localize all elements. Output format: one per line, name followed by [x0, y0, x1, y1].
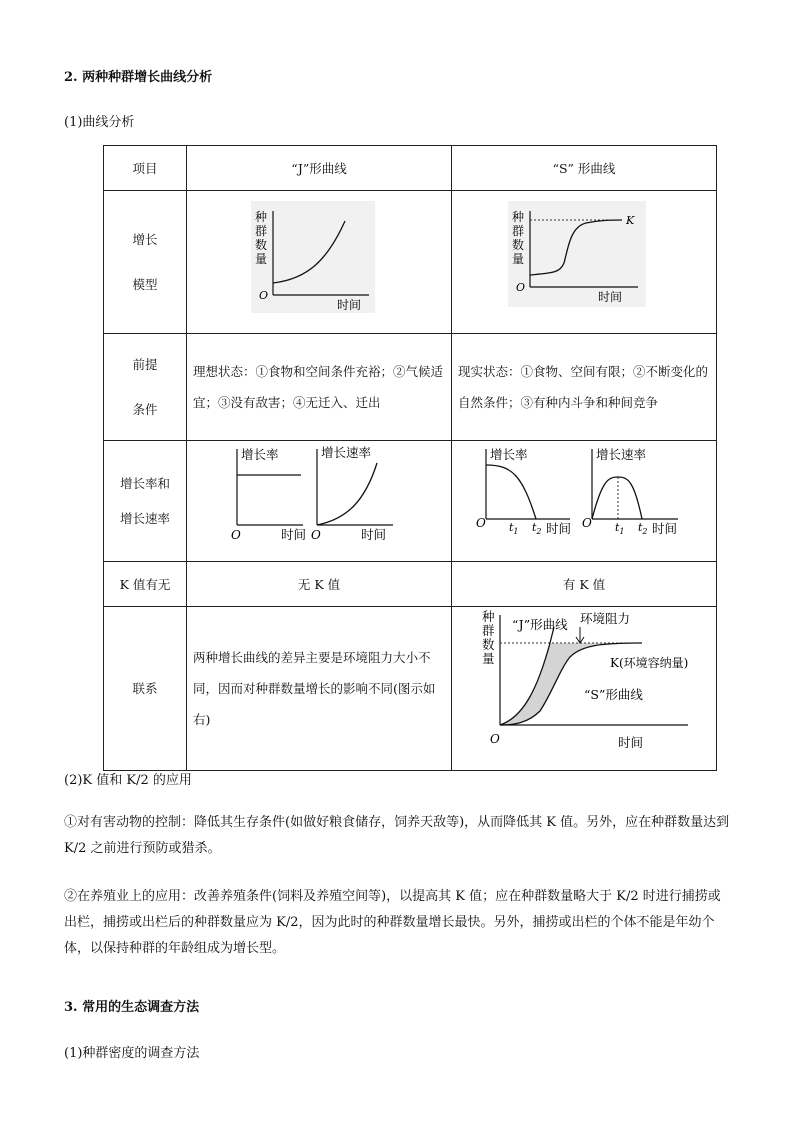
paragraph-pest-control: ①对有害动物的控制：降低其生存条件(如做好粮食储存，饲养天敌等)，从而降低其 K 值。另外，应在种群数量达到 K/2 之前进行预防或猎杀。 — [64, 815, 730, 856]
j-curve-label: “J”形曲线 — [512, 617, 568, 632]
t2-label: $t_2$ — [638, 521, 648, 536]
j-premise-text: 理想状态：①食物和空间条件充裕；②气候适宜；③没有敌害；④无迁入、迁出 — [187, 334, 452, 441]
y-label-char: 数 — [255, 238, 268, 252]
x-axis-label: 时间 — [652, 521, 678, 536]
origin-label: O — [311, 528, 321, 542]
y-label-char: 种 — [512, 210, 525, 224]
row-growth-rate — [104, 441, 717, 562]
t1-label: $t_1$ — [615, 521, 625, 536]
row-label-relation: 联系 — [104, 607, 187, 771]
x-axis-label: 时间 — [546, 521, 572, 536]
y-label-char: 群 — [255, 224, 268, 238]
s-rate-graphs — [452, 441, 702, 558]
x-axis-label: 时间 — [337, 298, 362, 312]
y-label-char: 群 — [482, 623, 495, 638]
s-premise-text: 现实状态：①食物、空间有限；②不断变化的自然条件；③有种内斗争和种间竞争 — [452, 334, 717, 441]
s-curve-label: “S”形曲线 — [584, 687, 643, 702]
j-rate-cell — [187, 441, 452, 562]
row-growth-model — [104, 191, 717, 334]
j-model-graph — [187, 191, 437, 330]
header-s-curve: “S” 形曲线 — [452, 146, 717, 191]
origin-label: O — [582, 516, 592, 530]
origin-label: O — [259, 289, 269, 302]
origin-label: O — [516, 281, 526, 294]
j-rate-graphs — [187, 441, 437, 558]
growth-curve-table — [103, 145, 717, 771]
row-relation — [104, 607, 717, 771]
t2-label: $t_2$ — [532, 521, 542, 536]
row-label-growth-model — [104, 191, 187, 334]
growth-speed-label: 增长速率 — [321, 445, 372, 460]
y-label-char: 种 — [482, 609, 495, 624]
row-label-premise — [104, 334, 187, 441]
declining-rate-curve — [486, 465, 536, 519]
resistance-label: 环境阻力 — [580, 611, 631, 626]
y-label-char: 量 — [255, 252, 268, 266]
label-line: 条件 — [132, 402, 158, 417]
growth-rate-label: 增长率 — [241, 447, 279, 462]
growth-rate-label: 增长率 — [490, 447, 528, 462]
row-premise — [104, 334, 717, 441]
label-line: 增长 — [132, 232, 158, 247]
label-line: 前提 — [132, 357, 158, 372]
y-label-char: 量 — [512, 252, 525, 266]
y-label-char: 数 — [512, 238, 525, 252]
bell-speed-curve — [592, 477, 642, 519]
section-3-title: 3. 常用的生态调查方法 — [64, 1000, 200, 1015]
y-label-char: 数 — [482, 637, 495, 652]
t1-label: $t_1$ — [509, 521, 519, 536]
x-axis-label: 时间 — [598, 290, 623, 304]
subsection-k-value-application: (2)K 值和 K/2 的应用 — [64, 773, 192, 788]
j-model-cell — [187, 191, 452, 334]
rising-speed-curve — [317, 463, 377, 525]
s-rate-cell — [452, 441, 717, 562]
row-k-value — [104, 562, 717, 607]
s-model-cell — [452, 191, 717, 334]
relation-text: 两种增长曲线的差异主要是环境阻力大小不同，因而对种群数量增长的影响不同(图示如右) — [187, 607, 452, 771]
x-axis-label: 时间 — [281, 527, 307, 542]
x-axis-label: 时间 — [361, 527, 387, 542]
row-label-growth-rate — [104, 441, 187, 562]
row-label-k-value: K 值有无 — [104, 562, 187, 607]
subsection-curve-analysis: (1)曲线分析 — [64, 115, 135, 130]
table-header-row — [104, 146, 717, 191]
relation-graph — [452, 607, 702, 767]
origin-label: O — [231, 528, 241, 542]
y-label-char: 量 — [482, 651, 495, 666]
y-label-char: 种 — [255, 210, 268, 224]
x-axis-label: 时间 — [618, 735, 644, 750]
s-k-value: 有 K 值 — [452, 562, 717, 607]
j-k-value: 无 K 值 — [187, 562, 452, 607]
header-j-curve: “J”形曲线 — [187, 146, 452, 191]
relation-graph-cell — [452, 607, 717, 771]
label-line: 增长率和 — [119, 476, 170, 491]
label-line: 增长速率 — [119, 511, 170, 526]
y-label-char: 群 — [512, 224, 525, 238]
s-model-graph — [452, 191, 702, 330]
k-capacity-label: K(环境容纳量) — [610, 656, 689, 670]
growth-speed-label: 增长速率 — [596, 447, 647, 462]
label-line: 模型 — [132, 277, 158, 292]
k-label: K — [626, 214, 635, 227]
subsection-density-survey: (1)种群密度的调查方法 — [64, 1046, 200, 1061]
origin-label: O — [476, 516, 486, 530]
header-item: 项目 — [104, 146, 187, 191]
paragraph-aquaculture: ②在养殖业上的应用：改善养殖条件(饲料及养殖空间等)，以提高其 K 值；应在种群数量略大于 K/2 时进行捕捞或出栏，捕捞或出栏后的种群数量应为 K/2，因为此时的种群数量增长最快。另外，捕捞或出栏的个体不能是年幼个体，以保持种群的年龄组成为增长型。 — [64, 889, 721, 956]
graph-shading — [251, 201, 375, 313]
origin-label: O — [490, 732, 500, 746]
section-2-title: 2. 两种种群增长曲线分析 — [64, 70, 213, 85]
